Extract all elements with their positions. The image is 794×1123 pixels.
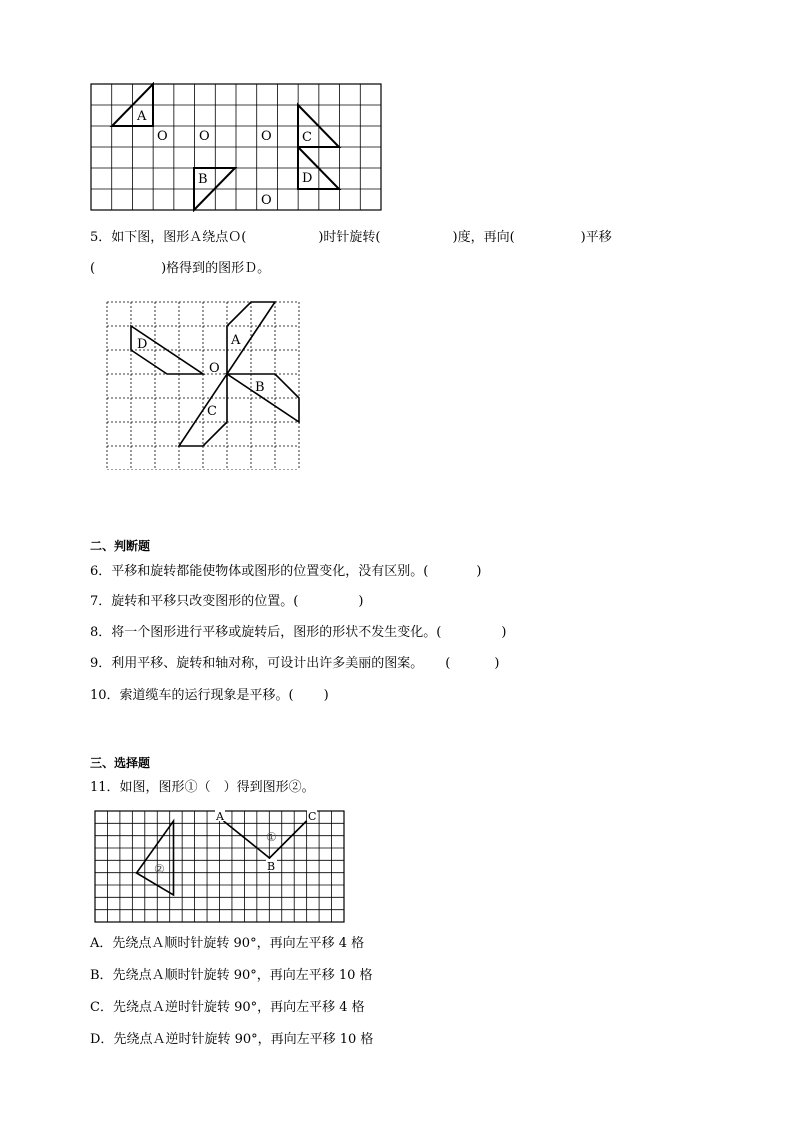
circled-label-1: ① <box>266 830 277 844</box>
option-a[interactable] <box>90 935 364 953</box>
option-letter: C． <box>90 1000 113 1015</box>
label-a: A <box>137 109 147 124</box>
label-d: D <box>302 171 313 186</box>
question-5 <box>90 229 612 247</box>
section-3-heading: 三、选择题 <box>90 756 151 770</box>
question-text: )格得到的图形Ｄ。 <box>161 261 271 276</box>
paren-close: ) <box>323 688 329 703</box>
paren-close: ) <box>501 625 507 640</box>
shape-2 <box>137 821 174 895</box>
label-d: D <box>137 337 148 352</box>
question-text: 利用平移、旋转和轴对称，可设计出许多美丽的图案。 <box>111 656 424 671</box>
option-letter: B． <box>90 968 113 983</box>
o-mark: O <box>157 129 168 144</box>
label-a: A <box>216 810 224 823</box>
question-number: 8． <box>90 625 112 640</box>
circled-label-2: ② <box>154 862 165 876</box>
question-number: 5． <box>90 230 112 245</box>
question-text: 。 <box>301 780 315 795</box>
figure-1-grid <box>90 82 384 212</box>
option-d[interactable] <box>90 1031 373 1049</box>
option-b[interactable] <box>90 967 373 985</box>
paren-open: ( <box>445 656 451 671</box>
question-number: 10． <box>90 688 120 703</box>
label-b: B <box>267 860 276 873</box>
question-7 <box>90 593 363 611</box>
figure-11-grid <box>94 810 346 924</box>
paren-close: ) <box>494 656 500 671</box>
label-a: A <box>231 333 241 348</box>
question-text: 如图，图形 <box>119 780 185 795</box>
option-text: 先绕点Ａ顺时针旋转 90°，再向左平移 4 格 <box>112 936 365 951</box>
option-text: 先绕点Ａ顺时针旋转 90°，再向左平移 10 格 <box>112 968 373 983</box>
point-o: O <box>209 361 220 376</box>
question-text: 旋转和平移只改变图形的位置。( <box>111 594 299 609</box>
question-text: )平移 <box>580 230 612 245</box>
question-9 <box>90 655 499 673</box>
paren-close: ) <box>358 594 364 609</box>
label-b: B <box>198 172 208 187</box>
question-number: 9． <box>90 656 112 671</box>
section-2-heading: 二、判断题 <box>90 539 151 553</box>
question-text: 索道缆车的运行现象是平移。( <box>119 688 294 703</box>
circled-one: ① <box>184 780 198 795</box>
option-c[interactable] <box>90 999 365 1017</box>
o-mark: O <box>261 193 272 208</box>
question-text: 得到图形 <box>236 780 289 795</box>
question-text: 平移和旋转都能使物体或图形的位置变化，没有区别。( <box>111 564 429 579</box>
option-letter: A． <box>90 936 113 951</box>
option-letter: D． <box>90 1032 114 1047</box>
answer-blank[interactable]: （ ） <box>197 780 237 795</box>
label-b: B <box>255 380 265 395</box>
question-text: )时针旋转( <box>318 230 381 245</box>
o-mark: O <box>261 129 272 144</box>
question-5-line-2 <box>90 260 270 278</box>
question-text: )度，再向( <box>452 230 515 245</box>
label-c: C <box>308 810 317 823</box>
paren-close: ) <box>476 564 482 579</box>
question-text: 将一个图形进行平移或旋转后，图形的形状不发生变化。( <box>111 625 442 640</box>
question-number: 11． <box>90 780 120 795</box>
question-6 <box>90 563 481 581</box>
figure-5-grid <box>105 300 301 470</box>
question-text: ( <box>90 261 96 276</box>
question-number: 7． <box>90 594 112 609</box>
question-text: 如下图，图形Ａ绕点Ｏ( <box>111 230 247 245</box>
o-mark: O <box>199 129 210 144</box>
question-number: 6． <box>90 564 112 579</box>
circled-two: ② <box>288 780 302 795</box>
option-text: 先绕点Ａ逆时针旋转 90°，再向左平移 4 格 <box>112 1000 365 1015</box>
question-10 <box>90 687 329 705</box>
label-c: C <box>302 130 312 145</box>
label-c: C <box>207 404 217 419</box>
question-8 <box>90 624 506 642</box>
question-11 <box>90 779 315 797</box>
option-text: 先绕点Ａ逆时针旋转 90°，再向左平移 10 格 <box>113 1032 374 1047</box>
